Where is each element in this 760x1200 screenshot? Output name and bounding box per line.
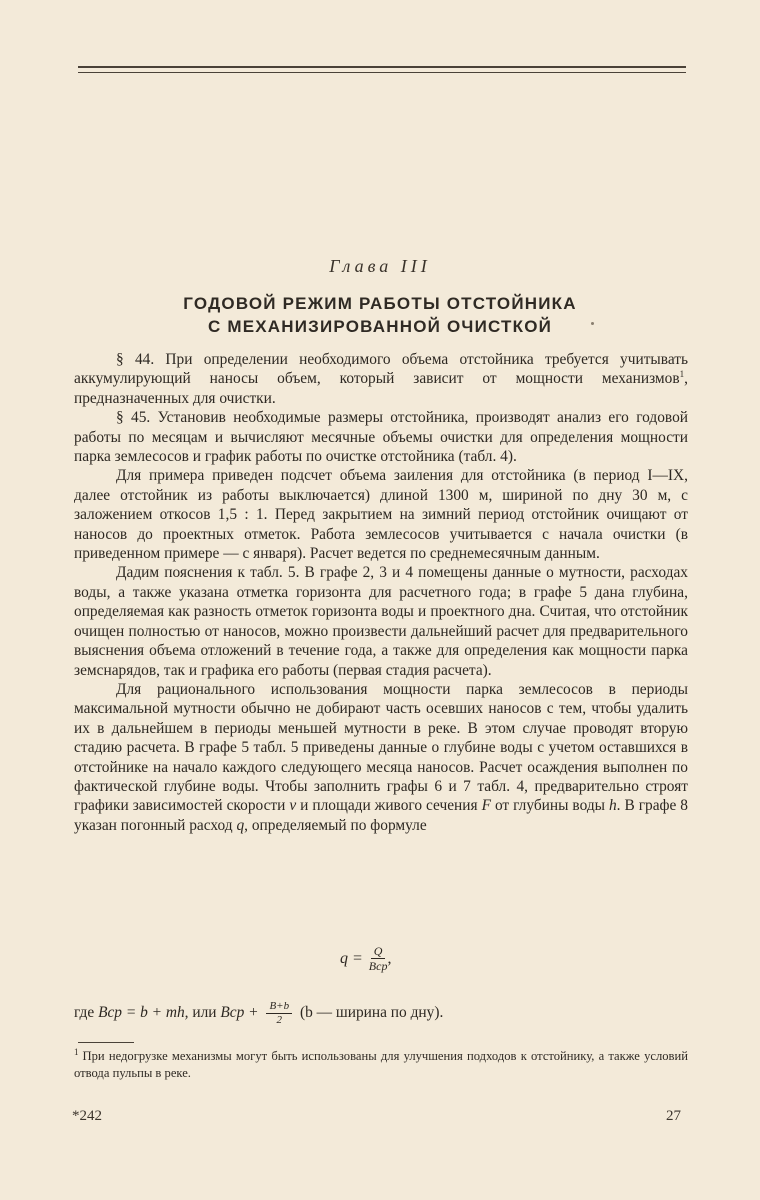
formula-fraction: $\frac{Q}{\text{Bср}}$ <box>368 944 388 973</box>
footnote-ref: 1 <box>679 369 685 380</box>
header-rule-thick <box>78 66 686 68</box>
print-speck <box>591 322 594 325</box>
footnote-text: При недогрузке механизмы могут быть использованы для улучшения подходов к отстойнику, а также условий отвода пульпы в реке. <box>74 1049 688 1080</box>
formula-q: q = $\frac{Q}{\text{Bср}}$ , <box>340 944 392 973</box>
paragraph-example: Для примера приведен подсчет объема заиления для отстойника (в период I—IX, далее отстойник из работы выключается) длиной 1300 м, шириной по дну 30 м, с заложением откосов 1,5 : 1. Перед закрытием на зимний период отстойник очищают от наносов до проектных отметок. Работа землесосов учитывается с начала очистки (в приведенном примере — с января). Расчет ведется по среднемесячным данным. <box>74 467 688 563</box>
chapter-title-line-1: ГОДОВОЙ РЕЖИМ РАБОТЫ ОТСТОЙНИКА <box>183 294 577 313</box>
header-rule-thin <box>78 72 686 73</box>
chapter-title-line-2: С МЕХАНИЗИРОВАННОЙ ОЧИСТКОЙ <box>207 317 553 336</box>
footnote <box>74 1048 688 1082</box>
paragraph-44: § 44. При определении необходимого объема отстойника требуется учитывать аккумулирующий наносы объем, который зависит от мощности механизмов$^1$, предназначенных для очистки. <box>74 351 688 407</box>
paragraph-table5: Дадим пояснения к табл. 5. В графе 2, 3 и 4 помещены данные о мутности, расходах воды, а также указана отметка горизонта для расчетного года; в графе 5 дана глубина, определяемая как разность отметок горизонта воды и проектного дна. Считая, что отстойник очищен полностью от наносов, можно произвести дальнейший расчет для предварительного выяснения объема отложений в течение года, а также для определения как мощности парка земснарядов, так и графика его работы (первая стадия расчета). <box>74 564 688 679</box>
chapter-title <box>0 292 760 338</box>
formula-explanation: где Bср = b + mh, или Bср + $\frac{B+b}{2}$ (b — ширина по дну). <box>74 1000 444 1026</box>
footnote-number: 1 <box>74 1046 79 1057</box>
paragraph-45: § 45. Установив необходимые размеры отстойника, производят анализ его годовой работы по месяцам и вычисляют месячные объемы очистки для определения мощности парка землесосов и график работы по очистке отстойника (табл. 4). <box>74 409 688 466</box>
footnote-rule <box>78 1042 134 1043</box>
page-number: 27 <box>666 1108 681 1124</box>
chapter-heading: Глава III <box>329 256 431 276</box>
print-code: *242 <box>72 1108 102 1124</box>
body-text <box>74 350 688 835</box>
paragraph-second-stage: Для рационального использования мощности парка землесосов в периоды максимальной мутности обычно не добирают часть осевших наносов с тем, чтобы удалить их в дальнейшем в периоды меньшей мутности в реке. В этом случае проводят вторую стадию расчета. В графе 5 табл. 5 приведены данные о глубине воды с учетом оставшихся в отстойнике на начало каждого следующего месяца наносов. Расчет осаждения выполнен по фактической глубине воды. Чтобы заполнить графы 6 и 7 табл. 4, предварительно строят графики зависимостей скорости v и площади живого сечения F от глубины воды h. В графе 8 указан погонный расход q, определяемый по формуле <box>74 680 688 834</box>
explanation-fraction: $\frac{B+b}{2}$ <box>266 1000 292 1027</box>
